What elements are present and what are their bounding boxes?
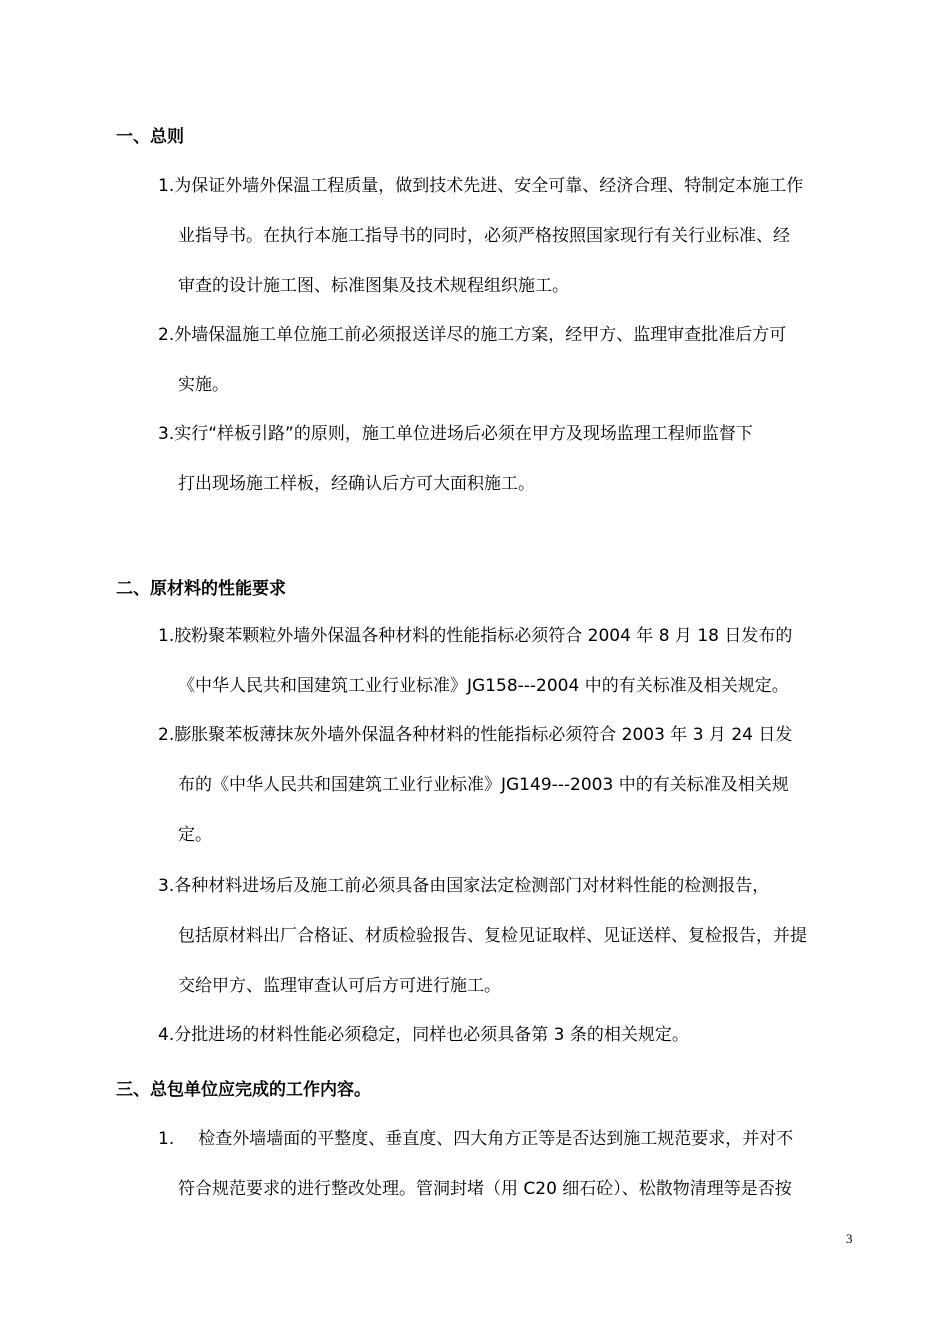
item-number: 3. [158,424,175,444]
item-line: 实行“样板引路”的原则，施工单位进场后必须在甲方及现场监理工程师监督下 [174,424,753,444]
item-number: 4. [158,1025,175,1045]
item-line: 胶粉聚苯颗粒外墙外保温各种材料的性能指标必须符合 2004 年 8 月 18 日发布的 [174,626,793,646]
item-number: 2. [158,325,175,345]
item-line: 符合规范要求的进行整改处理。管洞封堵（用 C20 细石砼）、松散物清理等是否按 [178,1179,792,1199]
item-line: 各种材料进场后及施工前必须具备由国家法定检测部门对材料性能的检测报告， [174,876,770,896]
item-line: 外墙保温施工单位施工前必须报送详尽的施工方案，经甲方、监理审查批准后方可 [174,325,787,345]
item-line: 定。 [178,825,212,845]
item-number: 1. [158,176,175,196]
section-2-title: 二、原材料的性能要求 [116,579,286,599]
item-number: 1. [158,1129,175,1149]
item-line: 布的《中华人民共和国建筑工业行业标准》JG149---2003 中的有关标准及相关规 [178,775,789,795]
section-2-item-2 [158,710,858,860]
item-line: 交给甲方、监理审查认可后方可进行施工。 [178,976,501,996]
page-number: 3 [846,1231,853,1246]
item-line: 膨胀聚苯板薄抹灰外墙外保温各种材料的性能指标必须符合 2003 年 3 月 24 日发 [174,725,793,745]
item-line: 业指导书。在执行本施工指导书的同时，必须严格按照国家现行有关行业标准、经 [178,226,790,246]
section-1-item-1 [158,161,858,311]
section-1-title: 一、总则 [116,127,184,147]
item-line: 《中华人民共和国建筑工业行业标准》JG158---2004 中的有关标准及相关规定。 [178,676,789,696]
item-line: 分批进场的材料性能必须稳定，同样也必须具备第 3 条的相关规定。 [174,1025,689,1045]
section-1-item-2 [158,310,858,410]
section-2-item-3 [158,861,858,1011]
section-2-item-1 [158,611,858,711]
item-number: 2. [158,725,175,745]
section-3-item-1 [158,1114,858,1214]
item-line: 审查的设计施工图、标准图集及技术规程组织施工。 [178,276,569,296]
item-line: 检查外墙墙面的平整度、垂直度、四大角方正等是否达到施工规范要求，并对不 [198,1129,794,1149]
section-3-title: 三、总包单位应完成的工作内容。 [116,1080,371,1100]
section-2-item-4 [158,1010,858,1060]
section-1-item-3 [158,409,858,509]
item-number: 1. [158,626,175,646]
item-line: 实施。 [178,375,229,395]
item-line: 打出现场施工样板，经确认后方可大面积施工。 [178,474,535,494]
item-line: 为保证外墙外保温工程质量，做到技术先进、安全可靠、经济合理、特制定本施工作 [174,176,804,196]
item-number: 3. [158,876,175,896]
item-line: 包括原材料出厂合格证、材质检验报告、复检见证取样、见证送样、复检报告，并提 [178,926,807,946]
